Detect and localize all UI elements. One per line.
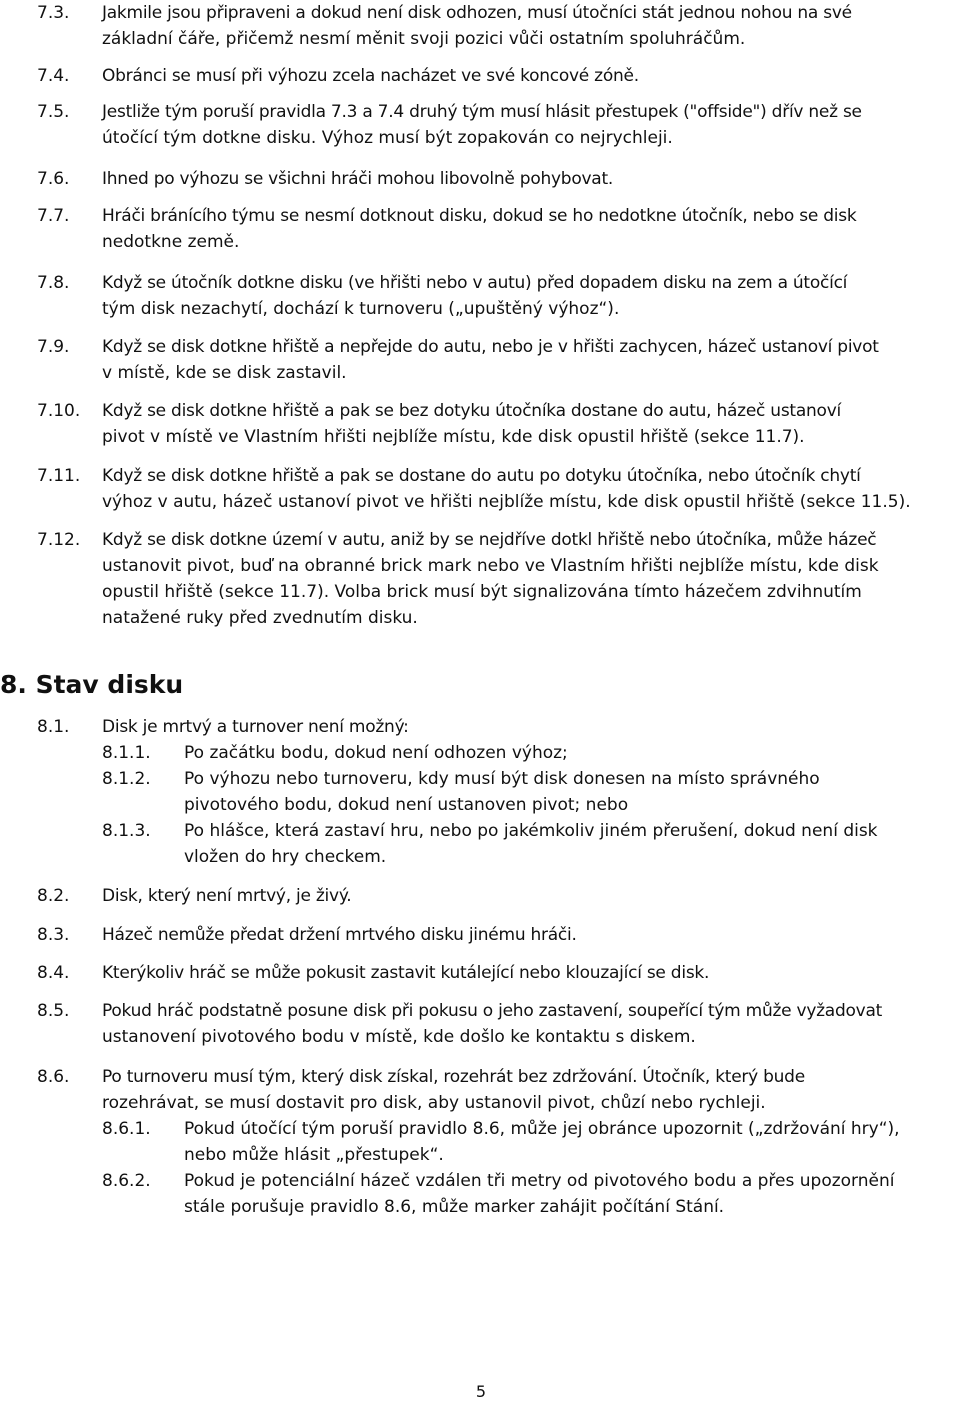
rule-line: rozehrávat, se musí dostavit pro disk, aby ustanovil pivot, chůzí nebo rychleji. [102,1093,766,1113]
rule-line: ustanovení pivotového bodu v místě, kde došlo ke kontaktu s diskem. [102,1027,696,1047]
rule-text [102,960,957,986]
rule-text [102,334,957,386]
rule-number: 8.6. [37,1067,70,1087]
rule-line: Po výhozu nebo turnoveru, kdy musí být disk donesen na místo správného [184,769,820,789]
rule-number: 7.5. [37,102,70,122]
rule-line: Pokud útočící tým poruší pravidlo 8.6, může jej obránce upozornit („zdržování hry“), [184,1119,900,1139]
rule-number: 8.1. [37,717,70,737]
rule-text [102,398,957,450]
subrule-number: 8.6.2. [102,1171,151,1191]
rule-text [102,166,957,192]
rule-text [102,527,957,631]
subrule-number: 8.1.1. [102,743,151,763]
rule-line: Kterýkoliv hráč se může pokusit zastavit kutálející nebo klouzající se disk. [102,963,710,983]
rule-line: pivot v místě ve Vlastním hřišti nejblíže místu, kde disk opustil hřiště (sekce 11.7). [102,427,805,447]
rule-line: nebo může hlásit „přestupek“. [184,1145,444,1165]
rule-number: 8.4. [37,963,70,983]
rule-text [102,99,957,151]
rule-line: Hráči bránícího týmu se nesmí dotknout disku, dokud se ho nedotkne útočník, nebo se disk [102,206,857,226]
section-heading: 8. Stav disku [0,670,184,699]
rule-line: pivotového bodu, dokud není ustanoven pivot; nebo [184,795,629,815]
rule-line: Pokud je potenciální házeč vzdálen tři metry od pivotového bodu a přes upozornění [184,1171,895,1191]
rule-line: Jestliže tým poruší pravidla 7.3 a 7.4 druhý tým musí hlásit přestupek ("offside") dřív než se [102,102,862,122]
rule-number: 8.3. [37,925,70,945]
rule-text [102,203,957,255]
rule-number: 8.2. [37,886,70,906]
rule-line: Když se disk dotkne hřiště a pak se dostane do autu po dotyku útočníka, nebo útočník chytí [102,466,861,486]
rule-line: Po začátku bodu, dokud není odhozen výhoz; [184,743,568,763]
rule-text [102,63,957,89]
rule-text [102,270,957,322]
rule-number: 7.3. [37,3,70,23]
rule-line: vložen do hry checkem. [184,847,387,867]
rule-number: 8.5. [37,1001,70,1021]
rule-text [102,0,957,52]
rule-text [102,998,957,1050]
subrule-number: 8.6.1. [102,1119,151,1139]
rule-line: ustanovit pivot, buď na obranné brick mark nebo ve Vlastním hřišti nejblíže místu, kde disk [102,556,879,576]
rule-line: Když se disk dotkne hřiště a nepřejde do autu, nebo je v hřišti zachycen, házeč ustanoví pivot [102,337,879,357]
subrule-text [184,740,957,766]
subrule-text [184,1168,957,1220]
rule-number: 7.10. [37,401,81,421]
rule-line: natažené ruky před zvednutím disku. [102,608,418,628]
rule-line: Obránci se musí při výhozu zcela nacházet ve své koncové zóně. [102,66,639,86]
rule-line: Házeč nemůže předat držení mrtvého disku jinému hráči. [102,925,577,945]
rule-number: 7.12. [37,530,81,550]
rule-line: Po hlášce, která zastaví hru, nebo po jakémkoliv jiném přerušení, dokud není disk [184,821,878,841]
page-footer [0,1383,960,1401]
rule-text [102,1064,957,1116]
subrule-text [184,766,957,818]
rule-number: 7.4. [37,66,70,86]
rule-line: stále porušuje pravidlo 8.6, může marker zahájit počítání Stání. [184,1197,725,1217]
rule-line: tým disk nezachytí, dochází k turnoveru („upuštěný výhoz“). [102,299,620,319]
rule-number: 7.11. [37,466,81,486]
rule-line: v místě, kde se disk zastavil. [102,363,347,383]
subrule-text [184,818,957,870]
rule-line: Ihned po výhozu se všichni hráči mohou libovolně pohybovat. [102,169,614,189]
page-number: 5 [475,1382,487,1401]
rule-line: Pokud hráč podstatně posune disk při pokusu o jeho zastavení, soupeřící tým může vyžadovat [102,1001,883,1021]
rule-line: opustil hřiště (sekce 11.7). Volba brick musí být signalizována tímto házečem zdvihnutím [102,582,862,602]
rule-line: Disk je mrtvý a turnover není možný: [102,717,409,737]
rule-line: Disk, který není mrtvý, je živý. [102,886,352,906]
subrule-number: 8.1.3. [102,821,151,841]
rule-line: útočící tým dotkne disku. Výhoz musí být zopakován co nejrychleji. [102,128,673,148]
rule-text [102,922,957,948]
subrule-text [184,1116,957,1168]
rule-line: nedotkne země. [102,232,240,252]
rule-line: Když se disk dotkne území v autu, aniž by se nejdříve dotkl hřiště nebo útočníka, může házeč [102,530,877,550]
rule-number: 7.6. [37,169,70,189]
rule-line: základní čáře, přičemž nesmí měnit svoji pozici vůči ostatním spoluhráčům. [102,29,746,49]
rule-line: Jakmile jsou připraveni a dokud není disk odhozen, musí útočníci stát jednou nohou na své [102,3,852,23]
subrule-number: 8.1.2. [102,769,151,789]
rule-number: 7.8. [37,273,70,293]
rule-number: 7.7. [37,206,70,226]
rule-line: výhoz v autu, házeč ustanoví pivot ve hřišti nejblíže místu, kde disk opustil hřiště (sekce 11.5). [102,492,911,512]
rule-text [102,463,957,515]
rule-text [102,883,957,909]
rule-text [102,714,957,740]
rule-line: Když se útočník dotkne disku (ve hřišti nebo v autu) před dopadem disku na zem a útočící [102,273,848,293]
rule-line: Když se disk dotkne hřiště a pak se bez dotyku útočníka dostane do autu, házeč ustanoví [102,401,841,421]
rule-line: Po turnoveru musí tým, který disk získal, rozehrát bez zdržování. Útočník, který bude [102,1067,805,1087]
rule-number: 7.9. [37,337,70,357]
